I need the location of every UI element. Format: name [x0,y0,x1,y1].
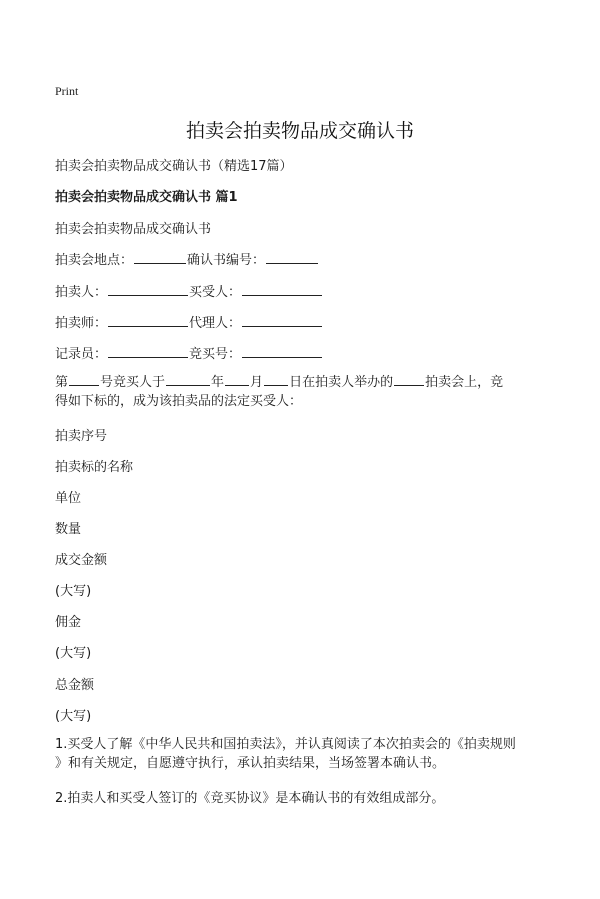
field-label-number: 确认书编号： [187,253,266,268]
list-item: 成交金额 [55,553,108,568]
clause-2: 2.拍卖人和买受人签订的《竞买协议》是本确认书的有效组成部分。 [55,791,445,806]
field-label-auctioneer-party: 拍卖人： [55,285,108,300]
list-item: 佣金 [55,615,82,630]
blank-line [69,373,99,386]
blank-line [108,314,188,327]
field-row-location [55,249,319,268]
section-title: 拍卖会拍卖物品成交确认书 [55,222,212,237]
list-item: 总金额 [55,678,95,693]
field-label-agent: 代理人： [189,316,242,331]
list-item: (大写) [55,584,92,599]
statement-text: 日在拍卖人举办的 [289,375,394,390]
blank-line [264,373,288,386]
list-item: 拍卖序号 [55,429,108,444]
statement-text: 得如下标的，成为该拍卖品的法定买受人： [55,394,303,409]
field-label-bid-number: 竞买号： [189,347,242,362]
field-label-recorder: 记录员： [55,347,108,362]
statement-text: 第 [55,375,69,390]
statement-text: 拍卖会上，竞 [425,375,504,390]
list-item: (大写) [55,646,92,661]
statement-text: 号竞买人于 [100,375,166,390]
statement-paragraph [55,373,550,411]
blank-line [108,345,188,358]
document-subtitle: 拍卖会拍卖物品成交确认书（精选17篇） [55,159,293,174]
blank-line [134,251,186,264]
clause-1 [55,735,550,773]
clause-text: 》和有关规定，自愿遵守执行，承认拍卖结果，当场签署本确认书。 [55,756,446,771]
field-row-parties [55,281,323,300]
page-title: 拍卖会拍卖物品成交确认书 [185,120,414,142]
blank-line [166,373,210,386]
blank-line [242,283,322,296]
blank-line [225,373,249,386]
section-heading: 拍卖会拍卖物品成交确认书 篇1 [55,190,238,205]
clause-text: 1.买受人了解《中华人民共和国拍卖法》，并认真阅读了本次拍卖会的《拍卖规则 [55,737,516,752]
list-item: (大写) [55,709,92,724]
field-label-auctioneer: 拍卖师： [55,316,108,331]
list-item: 单位 [55,491,82,506]
blank-line [108,283,188,296]
blank-line [394,373,424,386]
field-row-auctioneer [55,312,323,331]
statement-text: 月 [250,375,264,390]
print-link[interactable]: Print [55,84,79,98]
blank-line [266,251,318,264]
field-label-location: 拍卖会地点： [55,253,134,268]
statement-text: 年 [211,375,225,390]
list-item: 数量 [55,522,82,537]
list-item: 拍卖标的名称 [55,460,134,475]
field-row-recorder [55,343,323,362]
field-label-buyer: 买受人： [189,285,242,300]
blank-line [242,345,322,358]
blank-line [242,314,322,327]
